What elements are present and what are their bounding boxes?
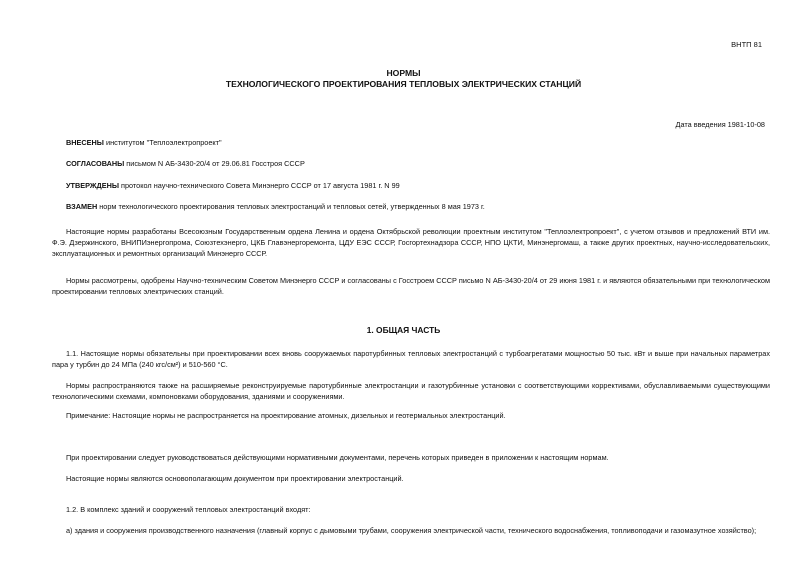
document-code: ВНТП 81 (731, 40, 762, 49)
replaced-line (66, 201, 485, 212)
document-title (0, 68, 807, 90)
para-extension: Нормы распространяются также на расширяемые реконструируемые паротурбинные электростанции и газотурбинные установки с соответствующими коррективами, обуславливаемыми существующими технологическими схемами, компоновками оборудования, зданиями и сооружениями. (52, 381, 770, 401)
para-developed: Настоящие нормы разработаны Всесоюзным Государственным ордена Ленина и ордена Октябрьской революции проектным институтом "Теплоэлектропроект", с учетом отзывов и предложений ВТИ им. Ф.Э. Дзержинского, ВНИПИэнергопрома, Союзтехэнерго, ЦКБ Главэнергоремонта, ЦДУ ЕЭС СССР, Госгортехнадзора СССР, НПО ЦКТИ, Минэнергомаш, а также других проектных, научно-исследовательских, эксплуатационных и ремонтных организаций Минэнерго СССР. (52, 227, 770, 258)
para-a: а) здания и сооружения производственного назначения (главный корпус с дымовыми трубами, сооружения электрической части, технического водоснабжения, топливоподачи и газомазутное хозяйство); (66, 526, 757, 535)
para-1-1: 1.1. Настоящие нормы обязательны при проектировании всех вновь сооружаемых паротурбинных тепловых электростанций с турбоагрегатами мощностью 50 тыс. кВт и выше при начальных параметрах пара у турбин до 24 МПа (240 кгс/см²) и 510-560 °С. (52, 349, 770, 369)
replaced-text: норм технологического проектирования тепловых электростанций и тепловых сетей, утвержденных 8 мая 1973 г. (97, 202, 485, 211)
submitted-label: ВНЕСЕНЫ (66, 138, 104, 147)
submitted-line (66, 137, 222, 148)
para-1-2: 1.2. В комплекс зданий и сооружений тепловых электростанций входят: (66, 505, 311, 514)
approved-text: протокол научно-технического Совета Минэнерго СССР от 17 августа 1981 г. N 99 (118, 181, 400, 190)
agreed-line (66, 158, 305, 169)
para-basic: Настоящие нормы являются основополагающим документом при проектировании электростанций. (66, 474, 404, 483)
replaced-label: ВЗАМЕН (66, 202, 98, 211)
section-1-heading: 1. ОБЩАЯ ЧАСТЬ (366, 325, 441, 335)
agreed-text: письмом N АБ-3430-20/4 от 29.06.81 Госстроя СССР (124, 159, 305, 168)
submitted-text: институтом "Теплоэлектропроект" (103, 138, 222, 147)
approved-line (66, 180, 400, 191)
para-note: Примечание: Настоящие нормы не распространяется на проектирование атомных, дизельных и геотермальных электростанций. (66, 411, 506, 420)
title-line-1: НОРМЫ (386, 68, 421, 78)
para-guide: При проектировании следует руководствоваться действующими нормативными документами, перечень которых приведен в приложении к настоящим нормам. (66, 453, 609, 462)
title-line-2: ТЕХНОЛОГИЧЕСКОГО ПРОЕКТИРОВАНИЯ ТЕПЛОВЫХ ЭЛЕКТРИЧЕСКИХ СТАНЦИЙ (225, 79, 582, 89)
intro-date: Дата введения 1981-10-08 (675, 120, 765, 129)
approved-label: УТВЕРЖДЕНЫ (66, 181, 119, 190)
agreed-label: СОГЛАСОВАНЫ (66, 159, 125, 168)
para-reviewed: Нормы рассмотрены, одобрены Научно-техническим Советом Минэнерго СССР и согласованы с Госстроем СССР письмо N АБ-3430-20/4 от 29 июня 1981 г. и являются обязательными при технологическом проектировании тепловых электрических станций. (52, 276, 770, 296)
